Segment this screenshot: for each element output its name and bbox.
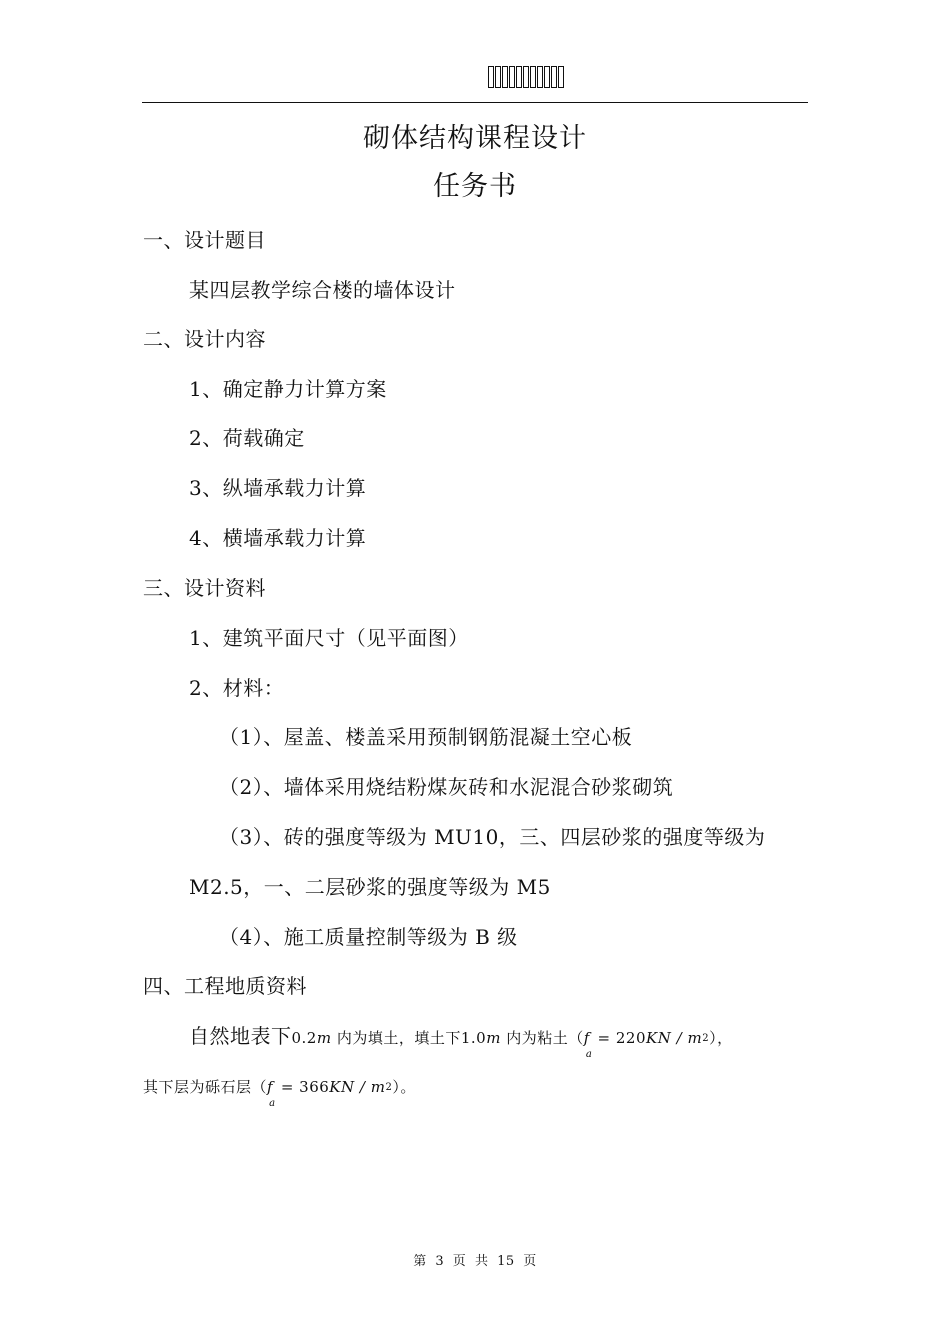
geology-text: ）， <box>709 1029 733 1047</box>
footer-page-number: 3 <box>435 1254 445 1269</box>
bearing-symbol: f <box>583 1029 590 1047</box>
page-footer <box>0 1250 950 1269</box>
bearing-unit-exponent: 2 <box>702 1033 710 1044</box>
bearing-unit: KN <box>646 1029 672 1047</box>
bearing-subscript: a <box>585 1049 593 1060</box>
geology-text: 其下层为砾石层（ <box>143 1078 268 1096</box>
bearing-unit: m <box>370 1078 386 1096</box>
section-2-heading: 二、设计内容 <box>143 327 266 351</box>
section-2-item: 2、荷载确定 <box>189 426 305 450</box>
material-item: （1）、屋盖、楼盖采用预制钢筋混凝土空心板 <box>219 725 633 749</box>
bearing-subscript: a <box>269 1098 276 1109</box>
bearing-value: = 366 <box>275 1078 330 1096</box>
section-3-item: 1、建筑平面尺寸（见平面图） <box>189 626 469 650</box>
header-mark-box <box>537 66 543 88</box>
header-mark-box <box>509 66 515 88</box>
header-mark-box <box>551 66 557 88</box>
section-2-item: 3、纵墙承载力计算 <box>189 476 367 500</box>
document-title: 砌体结构课程设计 <box>363 123 587 154</box>
section-4-heading: 四、工程地质资料 <box>143 974 307 998</box>
header-mark-box <box>495 66 501 88</box>
section-1-body: 某四层教学综合楼的墙体设计 <box>189 278 456 302</box>
material-item: （2）、墙体采用烧结粉煤灰砖和水泥混合砂浆砌筑 <box>219 775 674 799</box>
footer-text: 共 <box>474 1254 489 1269</box>
bearing-symbol: f <box>267 1078 274 1096</box>
header-mark-box <box>544 66 550 88</box>
bearing-unit-slash: / <box>671 1029 688 1047</box>
geology-line-2 <box>143 1073 416 1109</box>
depth-value: 1.0 <box>460 1029 487 1047</box>
depth-value: 0.2 <box>291 1029 317 1047</box>
header-mark-box <box>530 66 536 88</box>
depth-unit: m <box>486 1029 501 1047</box>
material-item-continuation: M2.5，一、二层砂浆的强度等级为 M5 <box>189 875 551 899</box>
footer-total-pages: 15 <box>497 1254 515 1269</box>
geology-text: 内为粘土（ <box>500 1029 584 1047</box>
geology-line-1 <box>189 1020 733 1060</box>
geology-text: 自然地表下 <box>189 1024 292 1048</box>
header-mark <box>488 66 564 88</box>
section-1-heading: 一、设计题目 <box>143 228 266 252</box>
material-item: （3）、砖的强度等级为 MU10，三、四层砂浆的强度等级为 <box>219 825 766 849</box>
geology-text: 内为填土，填土下 <box>331 1029 461 1047</box>
bearing-value: = 220 <box>592 1029 647 1047</box>
footer-text: 页 <box>452 1254 467 1269</box>
header-rule <box>142 102 808 103</box>
bearing-unit: KN <box>329 1078 355 1096</box>
header-mark-box <box>488 66 494 88</box>
bearing-unit-slash: / <box>354 1078 371 1096</box>
footer-text: 页 <box>523 1254 537 1269</box>
footer-text: 第 <box>413 1254 427 1269</box>
header-mark-box <box>558 66 564 88</box>
bearing-unit: m <box>687 1029 703 1047</box>
header-mark-box <box>502 66 508 88</box>
bearing-unit-exponent: 2 <box>385 1082 393 1093</box>
document-subtitle: 任务书 <box>433 171 517 202</box>
section-2-item: 4、横墙承载力计算 <box>189 526 367 550</box>
header-mark-box <box>523 66 529 88</box>
section-3-item: 2、材料： <box>189 676 285 700</box>
material-item: （4）、施工质量控制等级为 B 级 <box>219 925 518 949</box>
section-3-heading: 三、设计资料 <box>143 576 266 600</box>
section-2-item: 1、确定静力计算方案 <box>189 377 387 401</box>
geology-text: ）。 <box>392 1078 416 1096</box>
depth-unit: m <box>316 1029 332 1047</box>
header-mark-box <box>516 66 522 88</box>
